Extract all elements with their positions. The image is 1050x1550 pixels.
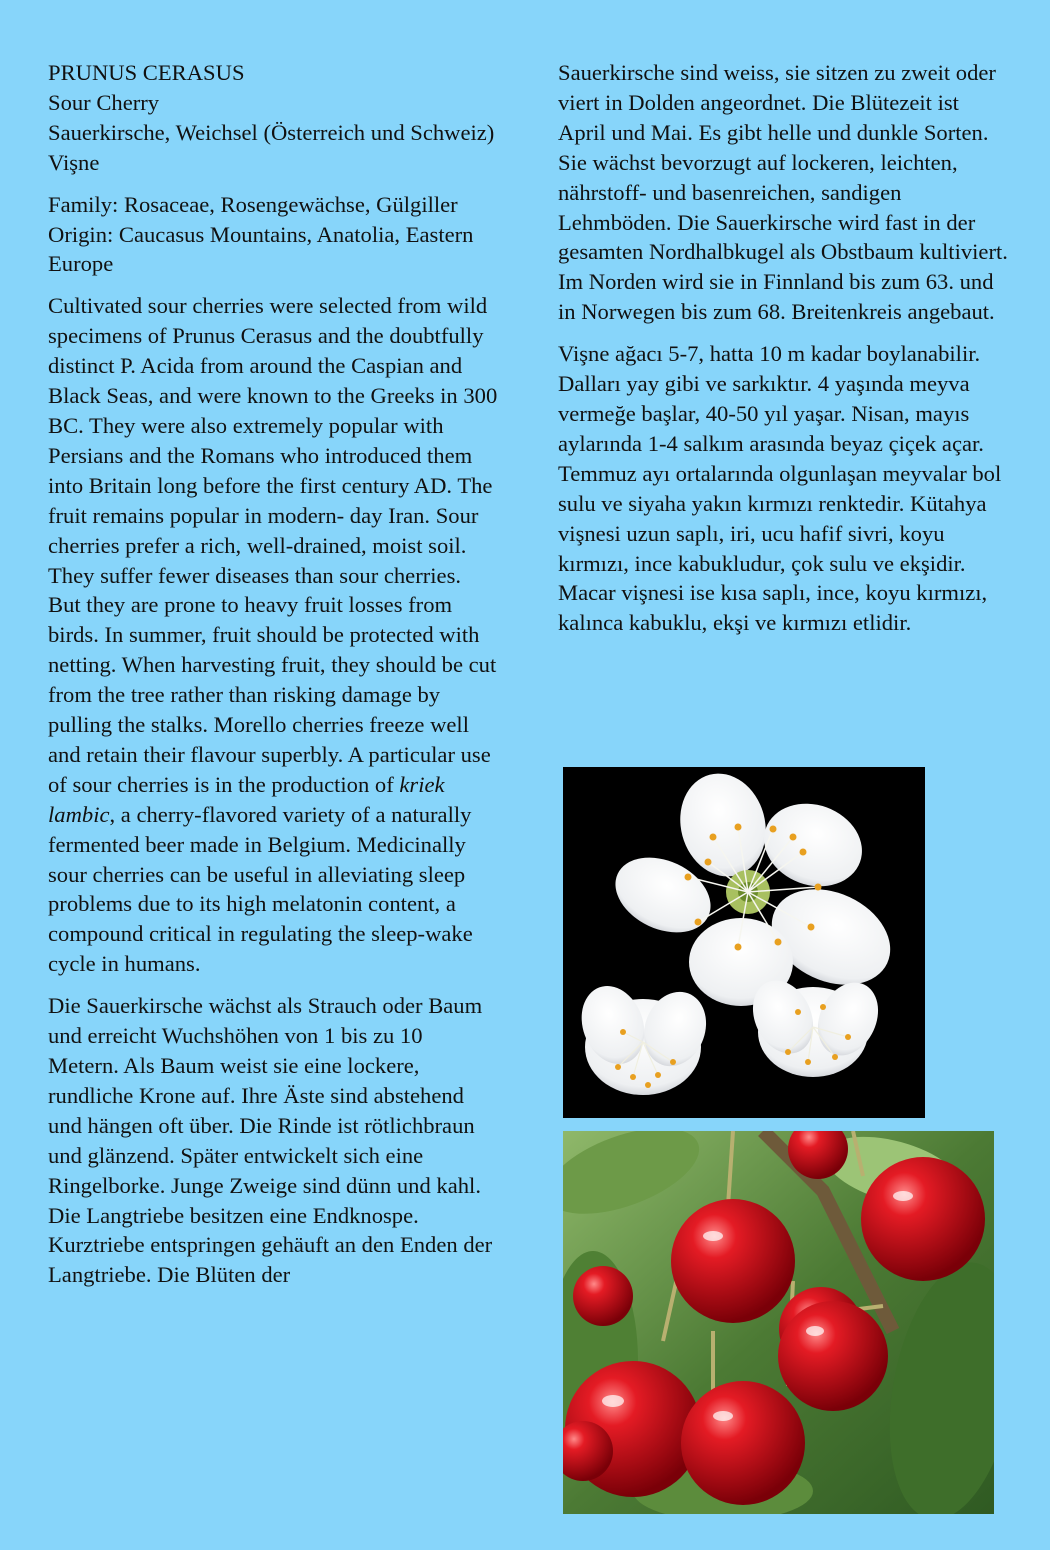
- cherry-blossom-illustration: [563, 767, 925, 1118]
- right-column: [558, 58, 1008, 638]
- cherry-blossom-photo: [563, 767, 925, 1118]
- english-text-start: Cultivated sour cherries were selected from wild specimens of Prunus Cerasus and the doubtfully distinct P. Acida from around the Caspian and Black Seas, and were known to the Greeks in 300 BC. They were also extremely popular with Persians and the Romans who introduced them into Britain long before the first century AD. The fruit remains popular in modern- day Iran. Sour cherries prefer a rich, well-drained, moist soil. They suffer fewer diseases than sour cherries. But they are prone to heavy fruit losses from birds. In summer, fruit should be protected with netting. When harvesting fruit, they should be cut from the tree rather than risking damage by pulling the stalks. Morello cherries freeze well and retain their flavour superbly. A particular use of sour cherries is in the production of: [48, 293, 498, 797]
- sour-cherries-photo: [563, 1131, 994, 1514]
- turkish-description: Vişne ağacı 5-7, hatta 10 m kadar boylanabilir. Dalları yay gibi ve sarkıktır. 4 yaşında meyva vermeğe başlar, 40-50 yıl yaşar. Nisan, mayıs aylarında 1-4 salkım arasında beyaz çiçek açar. Temmuz ayı ortalarında olgunlaşan meyvalar bol sulu ve siyaha yakın kırmızı renktedir. Kütahya vişnesi uzun saplı, iri, ucu hafif sivri, koyu kırmızı, ince kabukludur, çok sulu ve ekşidir. Macar vişnesi ise kısa saplı, ince, koyu kırmızı, kalınca kabuklu, ekşi ve kırmızı etlidir.: [558, 341, 1002, 636]
- latin-name: PRUNUS CERASUS: [48, 60, 245, 85]
- english-text-end: , a cherry-flavored variety of a naturally fermented beer made in Belgium. Medicinally sour cherries can be useful in alleviating sleep problems due to its high melatonin content, a compound critical in regulating the sleep-wake cycle in humans.: [48, 801, 473, 977]
- origin-line: Origin: Caucasus Mountains, Anatolia, Eastern Europe: [48, 221, 474, 277]
- lower-right-flower: [742, 971, 890, 1077]
- german-name: Sauerkirsche, Weichsel (Österreich und Schweiz): [48, 119, 495, 145]
- german-description-part2: Sauerkirsche sind weiss, sie sitzen zu zweit oder viert in Dolden angeordnet. Die Blütezeit ist April und Mai. Es gibt helle und dunkle Sorten. Sie wächst bevorzugt auf lockeren, leichten, nährstoff- und basenreichen, sandigen Lehmböden. Die Sauerkirsche wird fast in der gesamten Nordhalbkugel als Obstbaum kultiviert. Im Norden wird sie in Finnland bis zum 63. und in Norwegen bis zum 68. Breitenkreis angebaut.: [558, 60, 1008, 325]
- turkish-name: Vişne: [48, 149, 100, 175]
- left-column: [48, 58, 498, 1290]
- english-description: [48, 291, 498, 979]
- family-line: Family: Rosaceae, Rosengewächse, Gülgiller: [48, 191, 458, 217]
- lower-left-flower: [571, 977, 716, 1095]
- cherries-illustration: [563, 1131, 994, 1514]
- english-name: Sour Cherry: [48, 89, 160, 115]
- german-description-part1: Die Sauerkirsche wächst als Strauch oder Baum und erreicht Wuchshöhen von 1 bis zu 10 Metern. Als Baum weist sie eine lockere, rundliche Krone auf. Ihre Äste sind abstehend und hängen oft über. Die Rinde ist rötlichbraun und glänzend. Später entwickelt sich eine Ringelborke. Junge Zweige sind dünn und kahl. Die Langtriebe besitzen eine Endknospe. Kurztriebe entspringen gehäuft an den Enden der Langtriebe. Die Blüten der: [48, 993, 493, 1288]
- kriek-lambic-term: kriek lambic: [48, 771, 445, 827]
